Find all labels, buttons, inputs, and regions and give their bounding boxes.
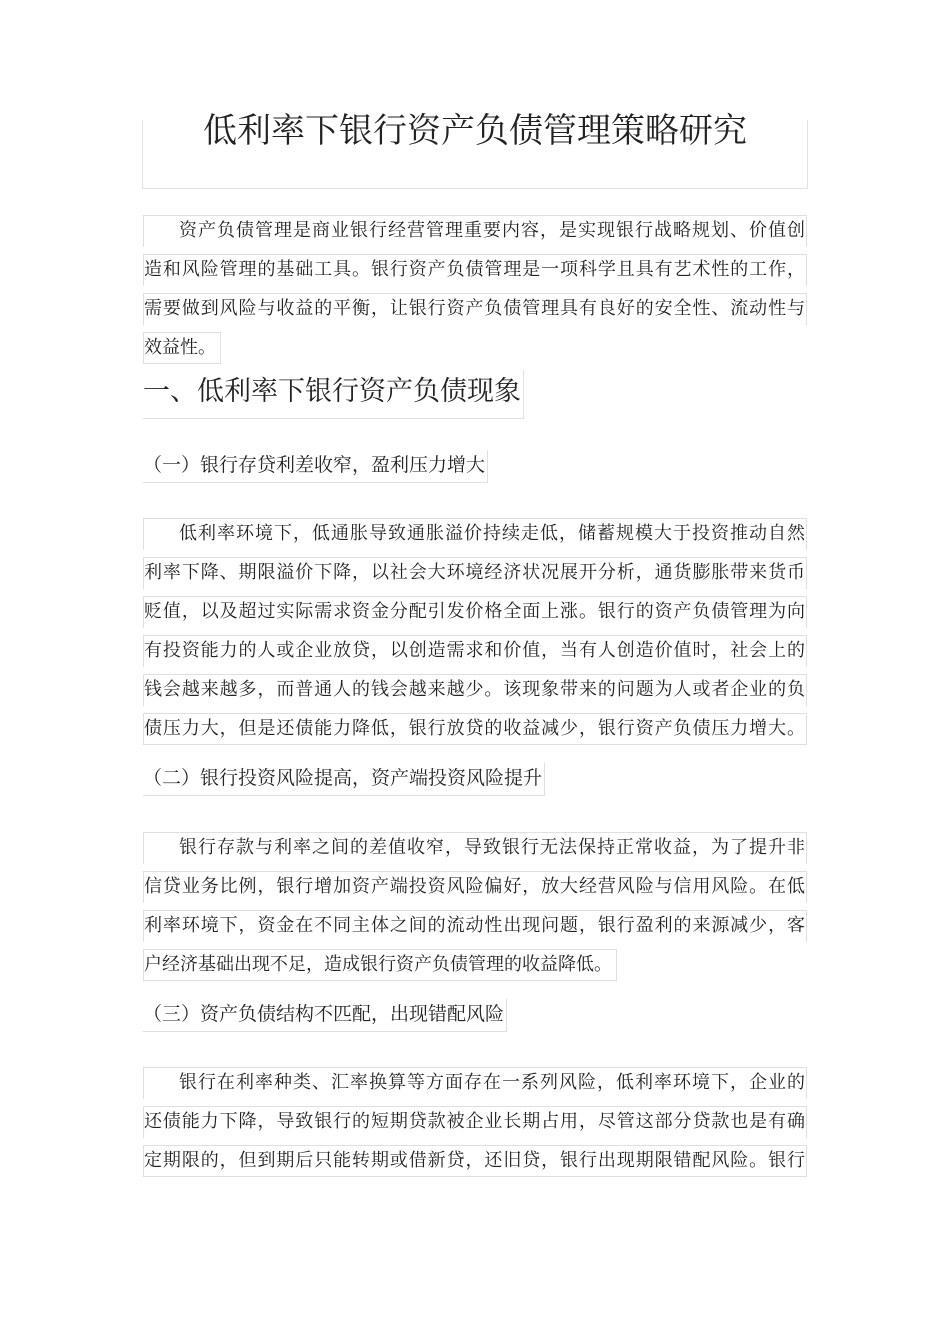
subsection-heading: （二）银行投资风险提高，资产端投资风险提升 [143,763,545,796]
subsection-paragraph [143,518,807,752]
paragraph-line: 钱会越来越多，而普通人的钱会越来越少。该现象带来的问题为人或者企业的负 [143,674,807,706]
paragraph-line: 资产负债管理是商业银行经营管理重要内容，是实现银行战略规划、价值创 [143,215,807,247]
paragraph-line: 低利率环境下，低通胀导致通胀溢价持续走低，储蓄规模大于投资推动自然 [143,518,807,550]
paragraph-line: 信贷业务比例，银行增加资产端投资风险偏好，放大经营风险与信用风险。在低 [143,871,807,903]
paragraph-line: 债压力大，但是还债能力降低，银行放贷的收益减少，银行资产负债压力增大。 [143,713,807,745]
paragraph-line: 还债能力下降，导致银行的短期贷款被企业长期占用，尽管这部分贷款也是有确 [143,1106,807,1138]
paragraph-line: 利率下降、期限溢价下降，以社会大环境经济状况展开分析，通货膨胀带来货币 [143,557,807,589]
intro-paragraph [143,215,807,375]
paragraph-line: 户经济基础出现不足，造成银行资产负债管理的收益降低。 [143,949,617,981]
title-box [142,111,808,189]
paragraph-line: 银行存款与利率之间的差值收窄，导致银行无法保持正常收益，为了提升非 [143,832,807,864]
paragraph-line: 需要做到风险与收益的平衡，让银行资产负债管理具有良好的安全性、流动性与 [143,293,807,325]
section-heading: 一、低利率下银行资产负债现象 [143,370,524,419]
subsection-paragraph [143,1067,807,1184]
subsection-heading: （一）银行存贷利差收窄，盈利压力增大 [143,450,488,483]
paragraph-line: 有投资能力的人或企业放贷，以创造需求和价值，当有人创造价值时，社会上的 [143,635,807,667]
paragraph-line: 造和风险管理的基础工具。银行资产负债管理是一项科学且具有艺术性的工作， [143,254,807,286]
paragraph-line: 利率环境下，资金在不同主体之间的流动性出现问题，银行盈利的来源减少，客 [143,910,807,942]
paragraph-line: 定期限的，但到期后只能转期或借新贷，还旧贷，银行出现期限错配风险。银行 [143,1145,807,1177]
subsection-paragraph [143,832,807,992]
paragraph-line: 效益性。 [143,332,221,364]
subsection-heading: （三）资产负债结构不匹配，出现错配风险 [143,999,507,1032]
paragraph-line: 贬值，以及超过实际需求资金分配引发价格全面上涨。银行的资产负债管理为向 [143,596,807,628]
paragraph-line: 银行在利率种类、汇率换算等方面存在一系列风险，低利率环境下，企业的 [143,1067,807,1099]
document-title: 低利率下银行资产负债管理策略研究 [203,111,747,151]
